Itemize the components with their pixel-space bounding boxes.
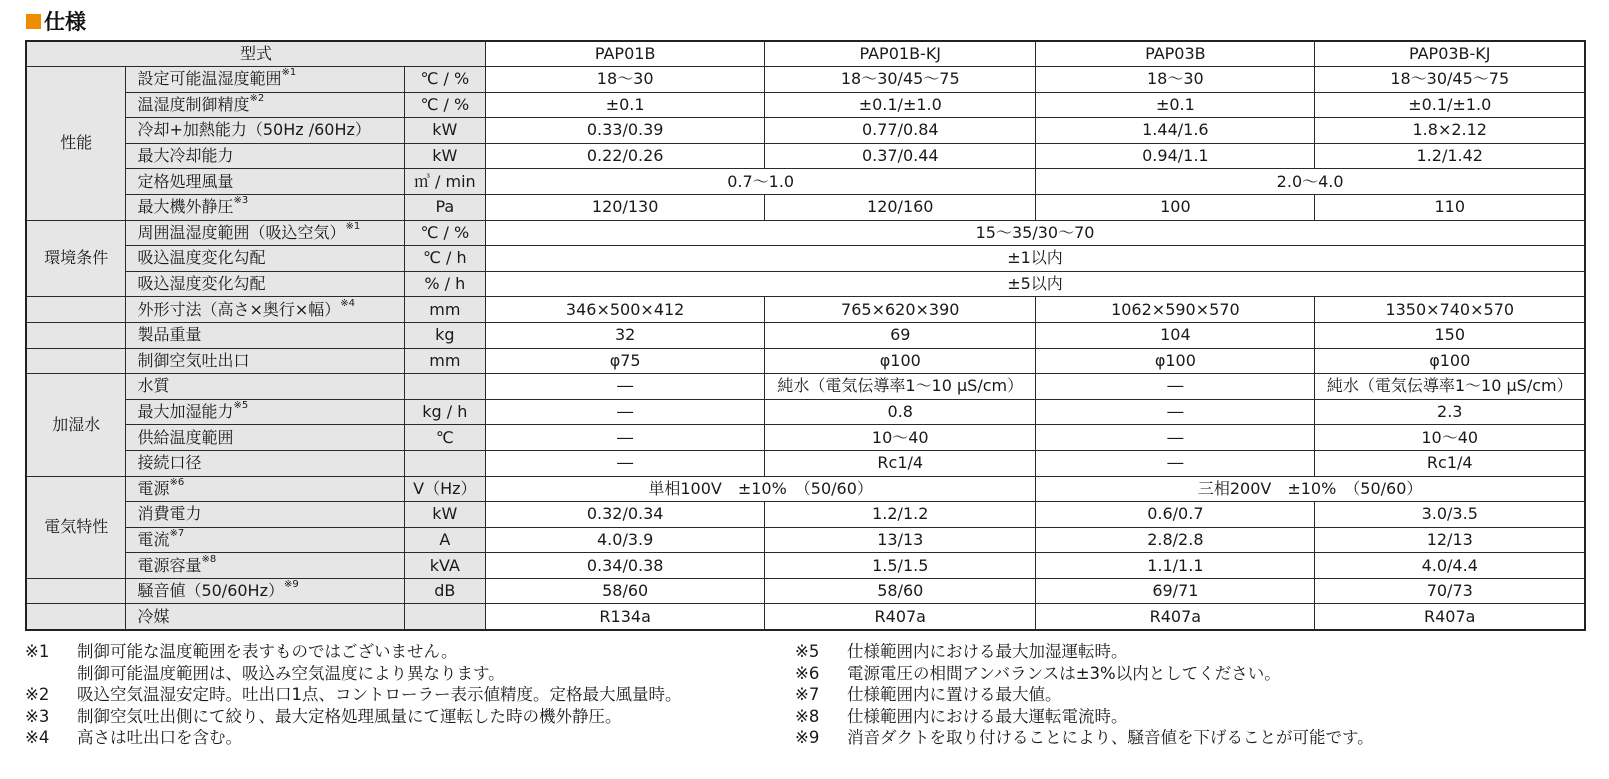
value-cell: 3.0/3.5: [1315, 502, 1585, 528]
table-row: [26, 92, 1585, 118]
value-cell: 765×620×390: [765, 297, 1036, 323]
table-row: [26, 169, 1585, 195]
item-label: 最大加湿能力$^{※5}$: [126, 399, 404, 425]
value-cell: 0.34/0.38: [486, 553, 765, 579]
value-cell: 2.3: [1315, 399, 1585, 425]
unit-cell: [404, 450, 485, 476]
value-cell: 18～30: [1036, 67, 1315, 93]
item-label: 電流$^{※7}$: [126, 527, 404, 553]
item-label: 供給温度範囲: [126, 425, 404, 451]
value-cell: ―: [1036, 425, 1315, 451]
value-cell: ―: [486, 425, 765, 451]
item-label: 吸込湿度変化勾配: [126, 271, 404, 297]
unit-cell: ㎥ / min: [404, 169, 485, 195]
value-cell: 2.0～4.0: [1036, 169, 1585, 195]
value-cell: 1.44/1.6: [1036, 118, 1315, 144]
value-cell: 0.94/1.1: [1036, 143, 1315, 169]
footnotes-left: [25, 641, 682, 749]
value-cell: 346×500×412: [486, 297, 765, 323]
value-cell: R134a: [486, 604, 765, 630]
unit-cell: ℃ / %: [404, 92, 485, 118]
footnote: ※7 仕様範囲内に置ける最大値。: [795, 685, 1062, 704]
unit-cell: kW: [404, 118, 485, 144]
value-cell: 70/73: [1315, 578, 1585, 604]
table-row: [26, 348, 1585, 374]
table-row: [26, 425, 1585, 451]
value-cell: ±0.1/±1.0: [765, 92, 1036, 118]
value-cell: 単相100V ±10% （50/60）: [486, 476, 1036, 502]
unit-cell: ℃ / %: [404, 220, 485, 246]
value-cell: 1.2/1.42: [1315, 143, 1585, 169]
value-cell: 0.8: [765, 399, 1036, 425]
item-label: 電源$^{※6}$: [126, 476, 404, 502]
value-cell: 18～30/45～75: [765, 67, 1036, 93]
item-label: 電源容量$^{※8}$: [126, 553, 404, 579]
unit-cell: [404, 604, 485, 630]
value-cell: Rc1/4: [765, 450, 1036, 476]
item-label: 定格処理風量: [126, 169, 404, 195]
item-label: 吸込温度変化勾配: [126, 246, 404, 272]
value-cell: φ100: [765, 348, 1036, 374]
item-label: 冷媒: [126, 604, 404, 630]
group-label-humidify: 加湿水: [26, 374, 126, 476]
value-cell: ―: [486, 450, 765, 476]
value-cell: Rc1/4: [1315, 450, 1585, 476]
value-cell: ―: [1036, 399, 1315, 425]
header-row: [26, 41, 1585, 67]
item-label: 温湿度制御精度$^{※2}$: [126, 92, 404, 118]
value-cell: ±5以内: [486, 271, 1585, 297]
group-blank: [26, 348, 126, 374]
value-cell: 18～30: [486, 67, 765, 93]
unit-cell: ℃: [404, 425, 485, 451]
unit-cell: kVA: [404, 553, 485, 579]
value-cell: ―: [486, 399, 765, 425]
value-cell: 120/130: [486, 194, 765, 220]
value-cell: ±0.1: [1036, 92, 1315, 118]
value-cell: 1.2/1.2: [765, 502, 1036, 528]
model-label: 型式: [26, 41, 486, 67]
item-label: 最大冷却能力: [126, 143, 404, 169]
footnote: ※5 仕様範囲内における最大加湿運転時。: [795, 642, 1128, 661]
unit-cell: ℃ / %: [404, 67, 485, 93]
unit-cell: kg / h: [404, 399, 485, 425]
table-row: [26, 322, 1585, 348]
group-blank: [26, 604, 126, 630]
unit-cell: kg: [404, 322, 485, 348]
value-cell: 18～30/45～75: [1315, 67, 1585, 93]
value-cell: 純水（電気伝導率1～10 μS/cm）: [1315, 374, 1585, 400]
table-row: [26, 297, 1585, 323]
footnotes-right: [795, 641, 1374, 749]
value-cell: 12/13: [1315, 527, 1585, 553]
model-header: PAP03B-KJ: [1315, 41, 1585, 67]
value-cell: 1.1/1.1: [1036, 553, 1315, 579]
footnote: ※6 電源電圧の相間アンバランスは±3%以内としてください。: [795, 663, 1281, 683]
group-label-performance: 性能: [26, 67, 126, 221]
group-label-electrical: 電気特性: [26, 476, 126, 578]
model-header: PAP01B-KJ: [765, 41, 1036, 67]
value-cell: 104: [1036, 322, 1315, 348]
value-cell: 4.0/4.4: [1315, 553, 1585, 579]
value-cell: R407a: [1315, 604, 1585, 630]
value-cell: 150: [1315, 322, 1585, 348]
table-row: [26, 271, 1585, 297]
value-cell: 0.7～1.0: [486, 169, 1036, 195]
value-cell: 0.32/0.34: [486, 502, 765, 528]
value-cell: 15～35/30～70: [486, 220, 1585, 246]
value-cell: R407a: [1036, 604, 1315, 630]
value-cell: 0.6/0.7: [1036, 502, 1315, 528]
group-blank: [26, 578, 126, 604]
value-cell: 1.5/1.5: [765, 553, 1036, 579]
value-cell: 4.0/3.9: [486, 527, 765, 553]
value-cell: R407a: [765, 604, 1036, 630]
value-cell: φ75: [486, 348, 765, 374]
unit-cell: ℃ / h: [404, 246, 485, 272]
unit-cell: mm: [404, 348, 485, 374]
item-label: 製品重量: [126, 322, 404, 348]
footnote: ※3 制御空気吐出側にて絞り、最大定格処理風量にて運転した時の機外静圧。: [25, 706, 622, 726]
value-cell: φ100: [1315, 348, 1585, 374]
unit-cell: V（Hz）: [404, 476, 485, 502]
section-title: [26, 8, 86, 34]
group-blank: [26, 322, 126, 348]
item-label: 冷却+加熱能力（50Hz /60Hz）: [126, 118, 404, 144]
value-cell: 0.33/0.39: [486, 118, 765, 144]
table-row: [26, 118, 1585, 144]
value-cell: 13/13: [765, 527, 1036, 553]
table-row: [26, 553, 1585, 579]
unit-cell: kW: [404, 502, 485, 528]
footnote: ※8 仕様範囲内における最大運転電流時。: [795, 706, 1128, 726]
value-cell: 58/60: [765, 578, 1036, 604]
value-cell: ±0.1/±1.0: [1315, 92, 1585, 118]
value-cell: 1062×590×570: [1036, 297, 1315, 323]
value-cell: 0.22/0.26: [486, 143, 765, 169]
table-row: [26, 399, 1585, 425]
table-row: [26, 578, 1585, 604]
table-row: [26, 143, 1585, 169]
footnote: ※2 吸込空気温湿安定時。吐出口1点、コントローラー表示値精度。定格最大風量時。: [25, 685, 682, 704]
item-label: 最大機外静圧$^{※3}$: [126, 194, 404, 220]
value-cell: 10～40: [765, 425, 1036, 451]
model-header: PAP03B: [1036, 41, 1315, 67]
value-cell: 三相200V ±10% （50/60）: [1036, 476, 1585, 502]
value-cell: 100: [1036, 194, 1315, 220]
table-row: [26, 604, 1585, 630]
spec-table: [25, 40, 1586, 631]
value-cell: 58/60: [486, 578, 765, 604]
table-row: [26, 527, 1585, 553]
unit-cell: % / h: [404, 271, 485, 297]
value-cell: 0.77/0.84: [765, 118, 1036, 144]
table-row: [26, 450, 1585, 476]
footnote: ※1 制御可能な温度範囲を表すものではございません。: [25, 642, 458, 661]
value-cell: ―: [1036, 374, 1315, 400]
title-marker-square: [26, 14, 41, 29]
value-cell: ―: [486, 374, 765, 400]
item-label: 外形寸法（高さ×奥行×幅）$^{※4}$: [126, 297, 404, 323]
unit-cell: A: [404, 527, 485, 553]
footnote: 制御可能温度範囲は、吸込み空気温度により異なります。: [77, 663, 505, 683]
value-cell: 2.8/2.8: [1036, 527, 1315, 553]
unit-cell: [404, 374, 485, 400]
table-row: [26, 194, 1585, 220]
value-cell: 69/71: [1036, 578, 1315, 604]
unit-cell: Pa: [404, 194, 485, 220]
unit-cell: kW: [404, 143, 485, 169]
value-cell: 32: [486, 322, 765, 348]
value-cell: 10～40: [1315, 425, 1585, 451]
value-cell: ±0.1: [486, 92, 765, 118]
table-row: [26, 476, 1585, 502]
value-cell: 69: [765, 322, 1036, 348]
value-cell: φ100: [1036, 348, 1315, 374]
value-cell: 0.37/0.44: [765, 143, 1036, 169]
title-text: 仕様: [44, 10, 86, 34]
value-cell: 1350×740×570: [1315, 297, 1585, 323]
value-cell: ―: [1036, 450, 1315, 476]
table-row: [26, 67, 1585, 93]
group-blank: [26, 297, 126, 323]
table-row: [26, 246, 1585, 272]
value-cell: ±1以内: [486, 246, 1585, 272]
footnote: ※9 消音ダクトを取り付けることにより、騒音値を下げることが可能です。: [795, 728, 1374, 747]
item-label: 騒音値$(50/60Hz)^{※9}$: [126, 578, 404, 604]
item-label: 制御空気吐出口: [126, 348, 404, 374]
value-cell: 1.8×2.12: [1315, 118, 1585, 144]
table-row: [26, 502, 1585, 528]
unit-cell: mm: [404, 297, 485, 323]
table-row: [26, 220, 1585, 246]
item-label: 周囲温湿度範囲（吸込空気）$^{※1}$: [126, 220, 404, 246]
table-row: [26, 374, 1585, 400]
group-label-environment: 環境条件: [26, 220, 126, 297]
item-label: 水質: [126, 374, 404, 400]
unit-cell: dB: [404, 578, 485, 604]
value-cell: 120/160: [765, 194, 1036, 220]
item-label: 消費電力: [126, 502, 404, 528]
value-cell: 110: [1315, 194, 1585, 220]
item-label: 設定可能温湿度範囲$^{※1}$: [126, 67, 404, 93]
value-cell: 純水（電気伝導率1～10 μS/cm）: [765, 374, 1036, 400]
footnote: ※4 高さは吐出口を含む。: [25, 728, 242, 747]
model-header: PAP01B: [486, 41, 765, 67]
item-label: 接続口径: [126, 450, 404, 476]
